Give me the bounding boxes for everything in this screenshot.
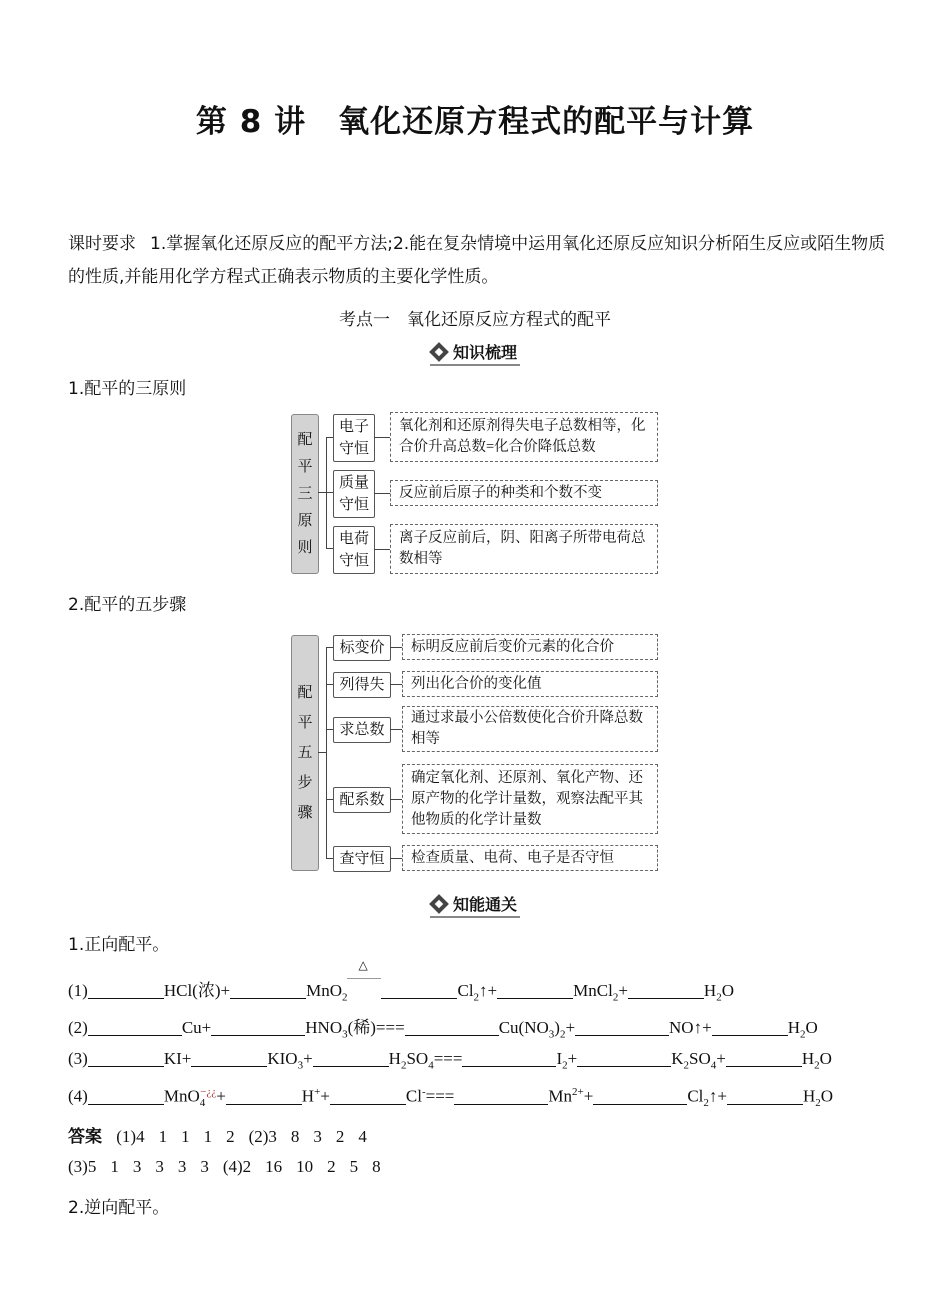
diagram1-root-char: 三: [297, 485, 313, 502]
answer-value: 2: [327, 1157, 336, 1176]
eq-sub: 2: [703, 1097, 709, 1110]
connector: [374, 493, 390, 494]
eq-sup: +: [314, 1086, 321, 1098]
equation-2: [68, 1013, 818, 1040]
eq-term: ===: [425, 1086, 455, 1106]
eq-term: Cl: [687, 1086, 704, 1106]
blank-field[interactable]: [330, 1087, 406, 1105]
diagram2-root: [291, 635, 319, 871]
eq-term: H: [802, 1086, 816, 1106]
eq-term: H: [703, 981, 717, 1000]
ability-badge-row: [0, 892, 950, 918]
eq-term: H: [388, 1049, 401, 1068]
answer-label: 答案: [68, 1127, 102, 1147]
question-reverse-balancing: 2.逆向配平。: [68, 1198, 170, 1218]
blank-field[interactable]: [88, 1087, 164, 1105]
page-title: 第 8 讲 氧化还原方程式的配平与计算: [195, 104, 755, 140]
connector: [390, 647, 402, 648]
diagram1-root-char: 原: [297, 512, 313, 529]
eq-term: NO↑+: [669, 1018, 712, 1037]
equation-1: [68, 958, 734, 1004]
eq-sub: 2: [683, 1059, 689, 1072]
eq-sub: 4: [428, 1059, 434, 1072]
blank-field[interactable]: [313, 1049, 389, 1067]
connector: [390, 684, 402, 685]
answer-value: 3: [200, 1157, 209, 1176]
section-heading: 考点一 氧化还原反应方程式的配平: [339, 310, 611, 330]
eq-term: Cl: [457, 981, 474, 1000]
eq-term: O: [820, 1086, 834, 1106]
eq-sub: 2: [815, 1097, 821, 1110]
eq-term: +: [567, 1049, 578, 1068]
subheading-three-principles: 1.配平的三原则: [68, 379, 187, 399]
eq-term: (稀)===: [347, 1018, 405, 1037]
knowledge-badge-row: [0, 340, 950, 366]
requirements-label: 课时要求: [68, 234, 136, 254]
principle-electron-desc: 氧化剂和还原剂得失电子总数相等，化合价升高总数=化合价降低总数: [390, 412, 658, 462]
connector: [326, 647, 327, 858]
blank-field[interactable]: [88, 1049, 164, 1067]
eq-sub: 2: [473, 991, 480, 1004]
equation-3: [68, 1049, 832, 1071]
blank-field[interactable]: [454, 1087, 548, 1105]
step-total-desc: 通过求最小公倍数使化合价升降总数相等: [402, 706, 658, 752]
connector: [390, 729, 402, 730]
connector: [374, 549, 390, 550]
eq-term: +: [565, 1018, 576, 1037]
step-list-change: 列得失: [333, 672, 391, 698]
eq-sub: 2: [612, 991, 619, 1004]
eq-term: Mn: [548, 1086, 573, 1106]
eq-term: O: [819, 1049, 832, 1068]
blank-field[interactable]: [726, 1049, 802, 1067]
principle-charge-desc: 离子反应前后，阴、阳离子所带电荷总数相等: [390, 524, 658, 574]
diagram2-root-char: 骤: [297, 805, 313, 821]
blank-field[interactable]: [727, 1087, 803, 1105]
eq-sub: 2: [716, 991, 722, 1004]
blank-field[interactable]: [497, 981, 573, 999]
answer-value: 4: [358, 1127, 367, 1146]
eq-sub: 3: [548, 1028, 555, 1041]
subheading-five-steps: 2.配平的五步骤: [68, 595, 187, 615]
answer-value: 1: [203, 1127, 213, 1146]
answer-value: 2: [335, 1127, 345, 1146]
answer-value: 3: [155, 1157, 164, 1176]
eq-sub: 2: [400, 1059, 407, 1072]
blank-field[interactable]: [230, 981, 306, 999]
blank-field[interactable]: [88, 1018, 182, 1036]
diagram2-root-char: 配: [297, 685, 313, 701]
answer-line-1: [68, 1122, 381, 1147]
blank-field[interactable]: [575, 1018, 669, 1036]
equation-4: [68, 1086, 833, 1109]
eq-term: +: [618, 981, 628, 1000]
eq-term: MnO: [163, 1086, 200, 1106]
eq-term: +: [583, 1086, 594, 1106]
blank-field[interactable]: [593, 1087, 687, 1105]
eq-sub: 4: [710, 1059, 717, 1072]
connector: [390, 799, 402, 800]
blank-field[interactable]: [381, 981, 457, 999]
step-mark-valence-desc: 标明反应前后变价元素的化合价: [402, 634, 658, 660]
connector: [318, 492, 326, 493]
diagram1-root-char: 配: [297, 431, 313, 448]
answer-value: (4)2: [222, 1157, 252, 1176]
answer-value: (1)4: [116, 1127, 145, 1146]
answer-value: 3: [132, 1157, 142, 1176]
eq-term: +: [320, 1086, 330, 1106]
blank-field[interactable]: [628, 981, 704, 999]
eq-sup: -: [421, 1086, 426, 1098]
answer-value: 3: [177, 1157, 187, 1176]
diagram1-root-char: 则: [297, 539, 313, 556]
principle-electron: 电子守恒: [333, 414, 375, 462]
eq-term: SO: [689, 1049, 711, 1068]
eq-term: I: [556, 1049, 563, 1068]
eq-term: ↑+: [708, 1086, 727, 1106]
diagram2-root-char: 步: [297, 775, 313, 791]
principle-mass: 质量守恒: [333, 470, 375, 518]
step-check-desc: 检查质量、电荷、电子是否守恒: [402, 845, 658, 871]
eq-sub: 2: [814, 1059, 820, 1072]
step-total: 求总数: [333, 717, 391, 743]
step-mark-valence: 标变价: [333, 635, 391, 661]
eq-sup: −¿¿: [200, 1086, 217, 1098]
eq-term: H: [801, 1049, 815, 1068]
eq-term: Cu(NO: [498, 1018, 549, 1037]
eq-term: MnCl: [573, 981, 613, 1000]
eq-sub: 2: [341, 991, 348, 1004]
eq-term: O: [805, 1018, 818, 1037]
connector: [374, 437, 390, 438]
eq-term: K: [671, 1049, 684, 1068]
blank-field[interactable]: [191, 1049, 267, 1067]
answer-value: 3: [313, 1127, 322, 1146]
answer-line-2: [68, 1157, 395, 1177]
eq-term: Cl: [405, 1086, 422, 1106]
eq-term: +: [716, 1049, 726, 1068]
ability-badge-label: 知能通关: [452, 895, 517, 914]
connector: [318, 752, 326, 753]
blank-field[interactable]: [211, 1018, 305, 1036]
eq-number: (2): [68, 1018, 88, 1037]
question-forward-balancing: 1.正向配平。: [68, 935, 170, 955]
eq-number: (3): [68, 1049, 88, 1068]
eq-number: (4): [68, 1086, 88, 1106]
answer-value: 1: [110, 1157, 119, 1176]
blank-field[interactable]: [226, 1087, 302, 1105]
heating-condition: [347, 958, 381, 996]
answer-value: (3)5: [68, 1157, 97, 1176]
eq-term: HNO: [305, 1018, 343, 1037]
eq-sub: 2: [559, 1028, 566, 1041]
blank-field[interactable]: [88, 981, 164, 999]
knowledge-badge-label: 知识梳理: [452, 343, 517, 362]
eq-term: KIO: [267, 1049, 298, 1068]
diamond-icon: [429, 342, 449, 362]
eq-term: H: [301, 1086, 315, 1106]
answer-value: (2)3: [248, 1127, 277, 1146]
connector: [390, 858, 402, 859]
answer-value: 5: [349, 1157, 359, 1176]
eq-term: KI+: [163, 1049, 192, 1068]
blank-field[interactable]: [405, 1018, 499, 1036]
answer-value: 16: [265, 1157, 283, 1176]
eq-term: SO: [406, 1049, 429, 1068]
eq-sub: 2: [562, 1059, 568, 1072]
knowledge-badge: [430, 340, 520, 366]
eq-term: ): [554, 1018, 560, 1037]
eq-term: MnO: [306, 981, 342, 1000]
eq-term: Cu+: [181, 1018, 212, 1037]
eq-term: ===: [433, 1049, 463, 1068]
eq-sub: 2: [799, 1028, 806, 1041]
answer-value: 10: [296, 1157, 314, 1176]
ability-badge: [430, 892, 520, 918]
lesson-requirements: [68, 228, 888, 294]
answer-value: 1: [181, 1127, 190, 1146]
eq-term: +: [216, 1086, 226, 1106]
eq-term: HCl(浓)+: [163, 981, 231, 1000]
requirements-text: 1.掌握氧化还原反应的配平方法;2.能在复杂情境中运用氧化还原反应知识分析陌生反应或陌生物质的性质,并能用化学方程式正确表示物质的主要化学性质。: [68, 234, 886, 287]
eq-sup: 2+: [572, 1086, 584, 1098]
step-coefficients: 配系数: [333, 787, 391, 813]
eq-number: (1): [68, 981, 88, 1000]
eq-sub: 3: [342, 1028, 348, 1041]
step-check: 查守恒: [333, 846, 391, 872]
eq-term: +: [303, 1049, 313, 1068]
eq-term: H: [787, 1018, 800, 1037]
eq-term: ↑+: [479, 981, 498, 1000]
step-list-change-desc: 列出化合价的变化值: [402, 671, 658, 697]
diagram1-root-char: 平: [297, 458, 313, 475]
principle-mass-desc: 反应前后原子的种类和个数不变: [390, 480, 658, 506]
answer-value: 8: [290, 1127, 300, 1146]
heat-symbol: △: [358, 958, 368, 972]
answer-value: 1: [158, 1127, 168, 1146]
blank-field[interactable]: [577, 1049, 671, 1067]
eq-sub: 4: [199, 1097, 206, 1110]
diagram1-root: [291, 414, 319, 574]
blank-field[interactable]: [712, 1018, 788, 1036]
diagram2-root-char: 平: [297, 715, 313, 731]
blank-field[interactable]: [462, 1049, 556, 1067]
step-coefficients-desc: 确定氧化剂、还原剂、氧化产物、还原产物的化学计量数，观察法配平其他物质的化学计量数: [402, 764, 658, 834]
answer-value: 8: [372, 1157, 381, 1176]
principle-charge: 电荷守恒: [333, 526, 375, 574]
answer-value: 2: [226, 1127, 235, 1146]
eq-term: O: [721, 981, 734, 1000]
diamond-icon: [429, 894, 449, 914]
eq-sub: 3: [297, 1059, 304, 1072]
condition-line: [347, 978, 381, 979]
diagram2-root-char: 五: [297, 745, 313, 761]
